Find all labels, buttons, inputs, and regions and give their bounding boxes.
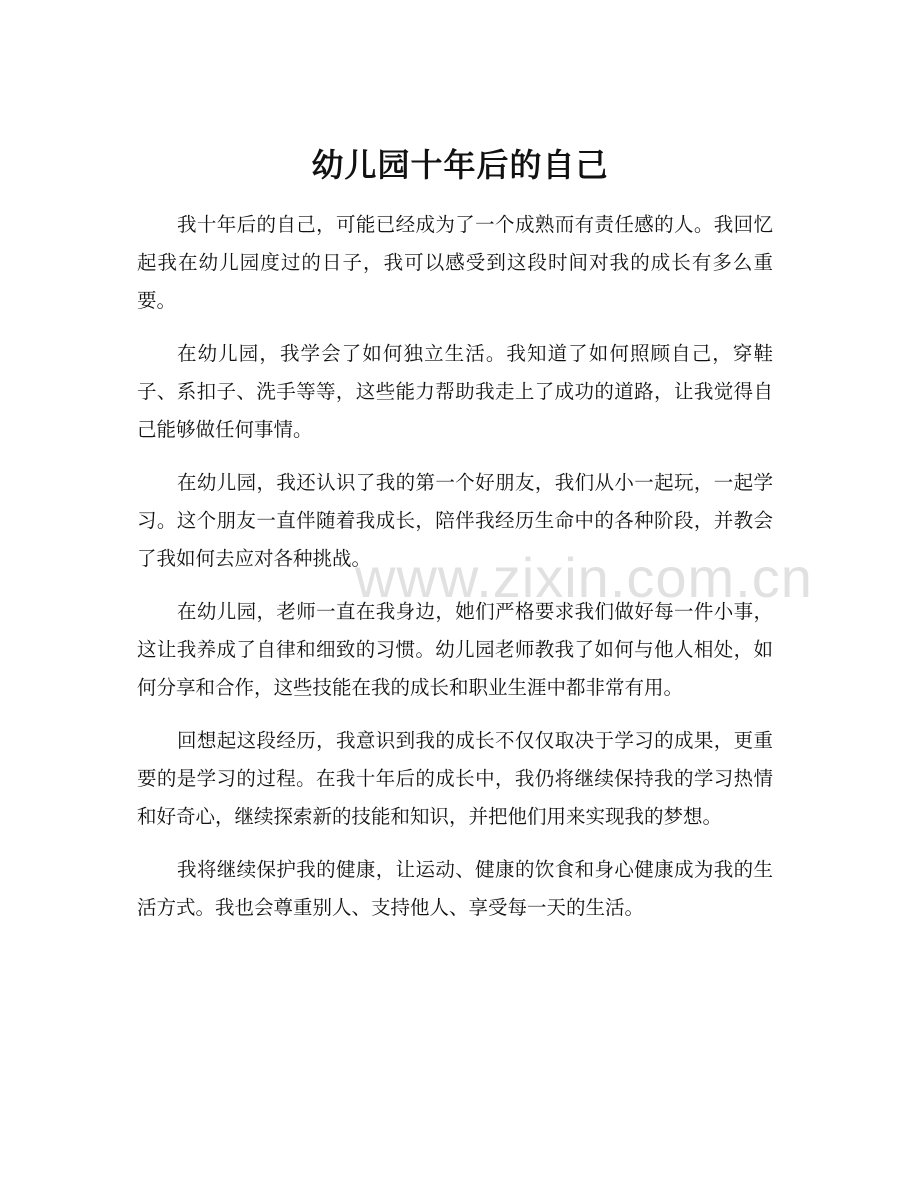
page-title: 幼儿园十年后的自己	[311, 146, 609, 184]
paragraph-4: 在幼儿园，老师一直在我身边，她们严格要求我们做好每一件小事，这让我养成了自律和细致的习惯。幼儿园老师教我了如何与他人相处，如何分享和合作，这些技能在我的成长和职业生涯中都非常有用。	[137, 600, 773, 699]
paragraph-2: 在幼儿园，我学会了如何独立生活。我知道了如何照顾自己，穿鞋子、系扣子、洗手等等，这些能力帮助我走上了成功的道路，让我觉得自己能够做任何事情。	[137, 342, 773, 441]
paragraph-1: 我十年后的自己，可能已经成为了一个成熟而有责任感的人。我回忆起我在幼儿园度过的日子，我可以感受到这段时间对我的成长有多么重要。	[137, 213, 773, 312]
paragraph-6: 我将继续保护我的健康，让运动、健康的饮食和身心健康成为我的生活方式。我也会尊重别人、支持他人、享受每一天的生活。	[137, 858, 773, 919]
paragraph-5: 回想起这段经历，我意识到我的成长不仅仅取决于学习的成果，更重要的是学习的过程。在我十年后的成长中，我仍将继续保持我的学习热情和好奇心，继续探索新的技能和知识，并把他们用来实现我的梦想。	[137, 729, 773, 828]
watermark: www.zixin.com.cn	[355, 546, 813, 609]
paragraph-3: 在幼儿园，我还认识了我的第一个好朋友，我们从小一起玩，一起学习。这个朋友一直伴随着我成长，陪伴我经历生命中的各种阶段，并教会了我如何去应对各种挑战。	[137, 471, 773, 570]
document-body	[137, 206, 773, 942]
